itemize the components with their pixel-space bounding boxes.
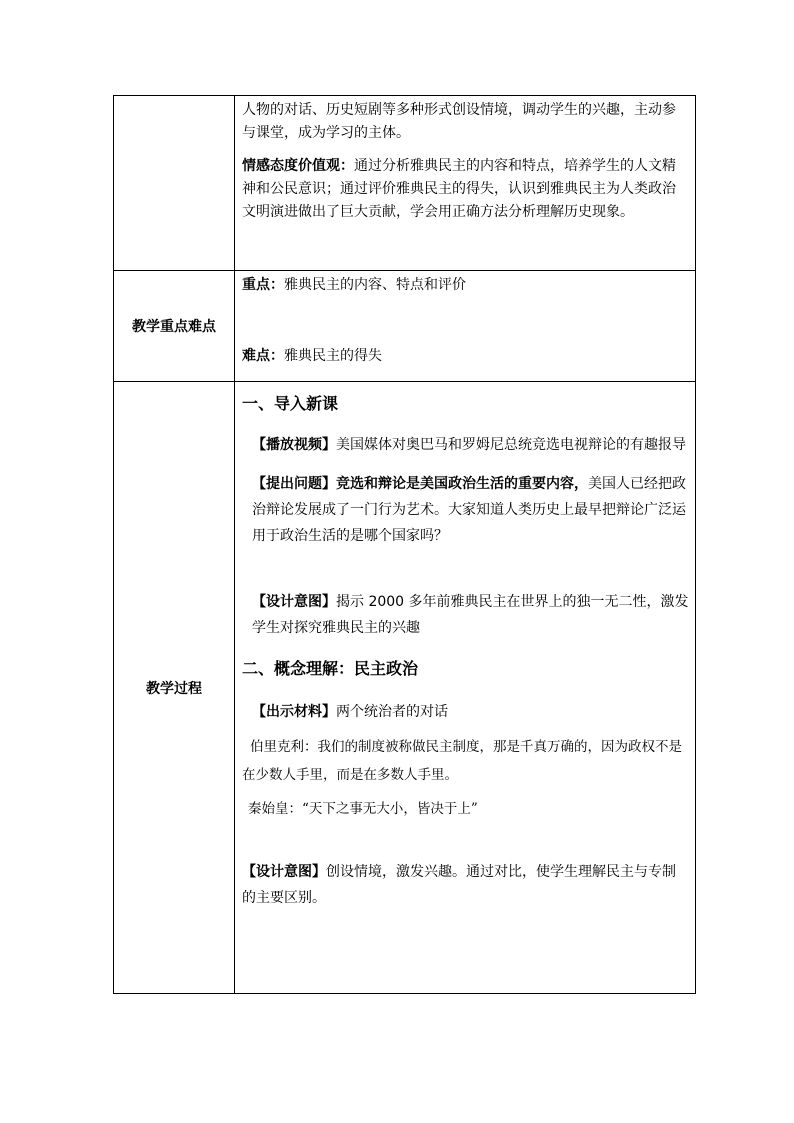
row-label-process: 教学过程 [114,382,235,994]
design-intent-tag-1: 【设计意图】 [252,594,336,610]
design-intent-paragraph-2 [242,859,689,911]
design-intent-text-2: 创设情境，激发兴趣。通过对比，使学生理解民主与专制的主要区别。 [242,864,676,906]
quote-pericles: 伯里克利：我们的制度被称做民主制度，那是千真万确的，因为政权不是在少数人手里，而是在多数人手里。 [242,739,682,783]
design-intent-paragraph-1 [242,589,689,641]
key-points-cell [235,271,696,382]
video-tag: 【播放视频】 [252,437,336,453]
row-label [114,96,235,271]
design-intent-tag-2: 【设计意图】 [242,864,326,880]
video-paragraph [242,430,689,461]
quote-qin-shi-huang: 秦始皇：“天下之事无大小，皆决于上” [248,801,478,817]
video-text: 美国媒体对奥巴马和罗姆尼总统竞选电视辩论的有趣报导 [336,437,686,453]
difficulty-line [242,345,382,368]
material-tag: 【出示材料】 [252,704,336,720]
design-intent-text-1: 揭示 2000 多年前雅典民主在世界上的独一无二性，激发学生对探究雅典民主的兴趣 [252,594,689,636]
difficulty-title: 难点： [242,348,284,364]
table-row [114,382,696,994]
lesson-plan-table [113,95,696,994]
material-text: 两个统治者的对话 [336,704,448,720]
difficulty-text: 雅典民主的得失 [284,348,382,364]
row-label-key-points: 教学重点难点 [114,271,235,382]
objectives-cell [235,96,696,271]
question-paragraph [242,471,689,549]
key-point-line [242,274,689,297]
question-tag: 【提出问题】 [252,476,336,492]
key-point-text: 雅典民主的内容、特点和评价 [284,277,466,293]
values-title: 情感态度价值观： [242,158,354,174]
section-title-concept: 二、概念理解：民主政治 [242,659,419,678]
values-paragraph [242,155,689,224]
table-row [114,271,696,382]
table-row [114,96,696,271]
process-cell [235,382,696,994]
key-point-title: 重点： [242,277,284,293]
question-bold: 竞选和辩论是美国政治生活的重要内容， [336,476,588,492]
question-text: 美国人已经把政治辩论发展成了一门行为艺术。大家知道人类历史上最早把辩论广泛运用于政治生活的是哪个国家吗？ [252,476,686,544]
section-title-intro: 一、导入新课 [242,394,339,413]
values-text: 通过分析雅典民主的内容和特点，培养学生的人文精神和公民意识；通过评价雅典民主的得失，认识到雅典民主为人类政治文明演进做出了巨大贡献，学会用正确方法分析理解历史现象。 [242,158,676,220]
material-paragraph [242,701,689,724]
method-paragraph: 人物的对话、历史短剧等多种形式创设情境，调动学生的兴趣，主动参与课堂，成为学习的主体。 [242,102,676,141]
